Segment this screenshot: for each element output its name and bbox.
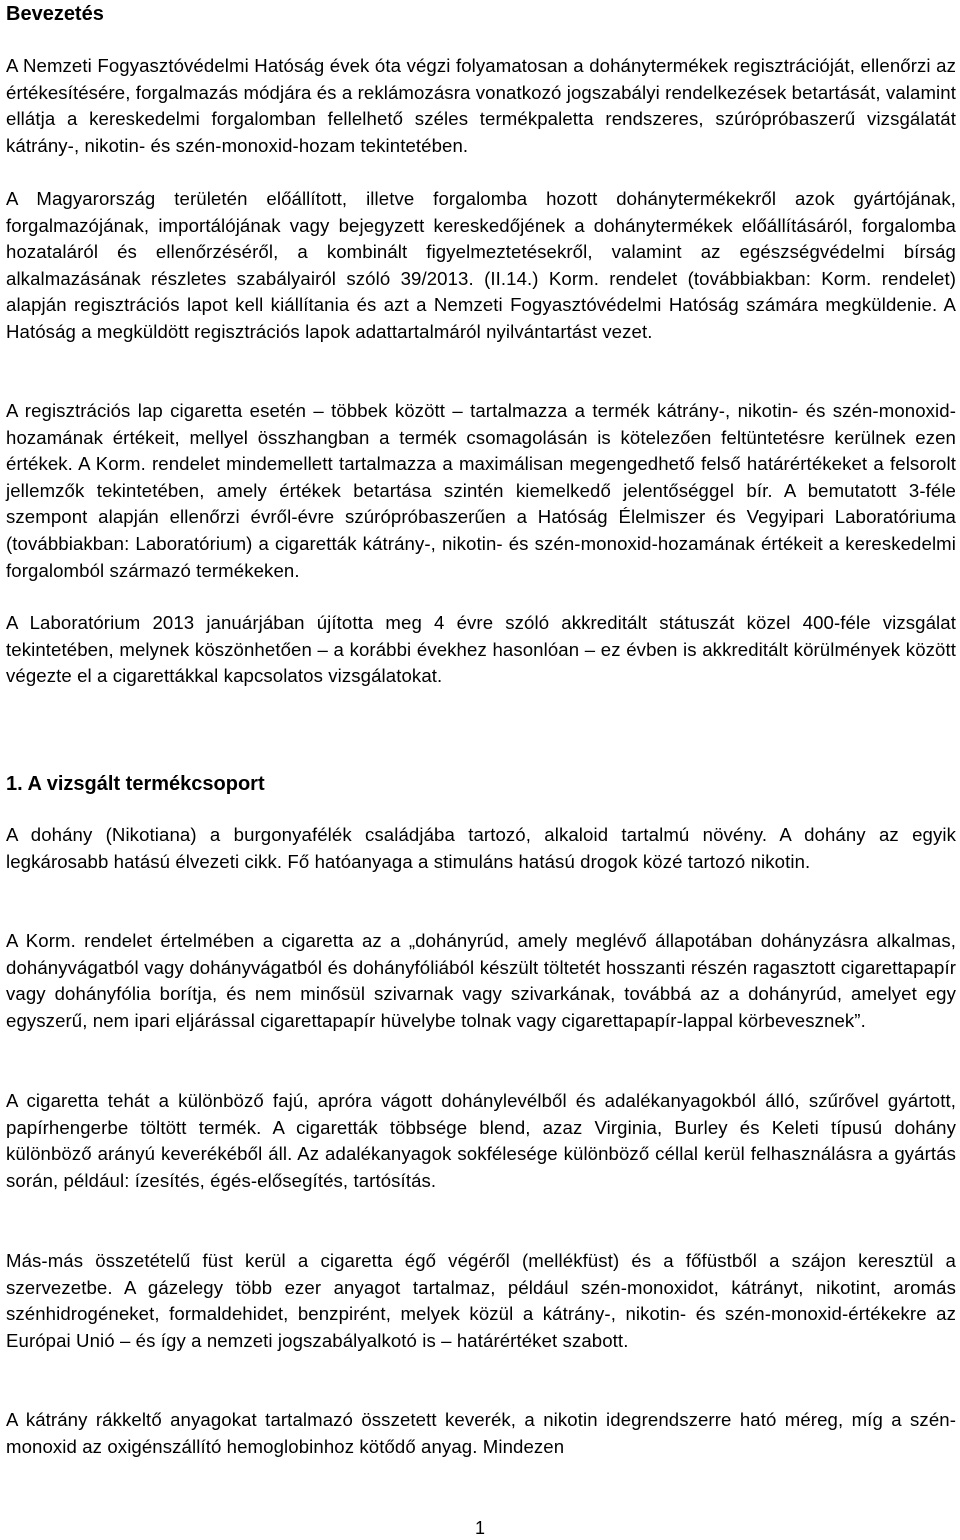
section-paragraph-1 <box>6 822 956 875</box>
paragraph-text: A Laboratórium 2013 januárjában újította meg 4 évre szóló akkreditált státuszát közel 400-féle vizsgálat tekintetében, melynek köszönhetően – a korábbi évekhez hasonlóan – ez évben is akkreditált körülmények között végezte el a cigarettákkal kapcsolatos vizsgálatokat. <box>6 612 956 687</box>
section-title: 1. A vizsgált termékcsoport <box>6 773 265 795</box>
paragraph-text: Más-más összetételű füst kerül a cigaretta égő végéről (mellékfüst) és a főfüstből a szájon keresztül a szervezetbe. A gázelegy több ezer anyagot tartalmaz, például szén-monoxidot, kátrányt, nikotint, aromás szénhidrogéneket, formaldehidet, benzpirént, melyek közül a kátrány-, nikotin- és szén-monoxid-értékekre az Európai Unió – és így a nemzeti jogszabályalkotó is – határértéket szabott. <box>6 1250 956 1351</box>
paragraph-text: A Korm. rendelet értelmében a cigaretta az a „dohányrúd, amely meglévő állapotában dohányzásra alkalmas, dohányvágatból vagy dohányvágatból és dohányfóliából készült töltetét hosszanti részén ragasztott cigarettapapír vagy dohányfólia borítja, és nem minősül szivarnak vagy szivarkának, továbbá az a dohányrúd, amelyet egy egyszerű, nem ipari eljárással cigarettapapír hüvelybe tolnak vagy cigarettapapír-lappal körbevesznek”. <box>6 930 956 1031</box>
intro-paragraph-1 <box>6 53 956 159</box>
paragraph-text: A cigaretta tehát a különböző fajú, apróra vágott dohánylevélből és adalékanyagokból álló, szűrővel gyártott, papírhengerbe töltött termék. A cigaretták többsége blend, azaz Virginia, Burley és Keleti típusú dohány különböző arányú keverékéből áll. Az adalékanyagok sokfélesége különböző céllal kerül felhasználásra a gyártás során, például: ízesítés, égés-elősegítés, tartósítás. <box>6 1090 956 1191</box>
page-number: 1 <box>474 1518 485 1538</box>
paragraph-text: A Magyarország területén előállított, illetve forgalomba hozott dohánytermékekről azok gyártójának, forgalmazójának, importálójának vagy bejegyzett kereskedőjének a dohánytermékek előállításáról, forgalomba hozataláról és ellenőrzéséről, a kombinált figyelmeztetésekről, valamint az egészségvédelmi bírság alkalmazásának részletes szabályairól szóló 39/2013. (II.14.) Korm. rendelet (továbbiakban: Korm. rendelet) alapján regisztrációs lapot kell kiállítania és azt a Nemzeti Fogyasztóvédelmi Hatóság számára megküldenie. A Hatóság a megküldött regisztrációs lapok adattartalmáról nyilvántartást vezet. <box>6 188 956 342</box>
section-paragraph-5 <box>6 1407 956 1460</box>
intro-paragraph-3 <box>6 398 956 584</box>
paragraph-text: A kátrány rákkeltő anyagokat tartalmazó összetett keverék, a nikotin idegrendszerre ható méreg, míg a szén-monoxid az oxigénszállító hemoglobinhoz kötődő anyag. Mindezen <box>6 1409 956 1457</box>
intro-paragraph-2 <box>6 186 956 346</box>
section-paragraph-3 <box>6 1088 956 1194</box>
page-heading: Bevezetés <box>6 3 104 25</box>
paragraph-text: A dohány (Nikotiana) a burgonyafélék családjába tartozó, alkaloid tartalmú növény. A dohány az egyik legkárosabb hatású élvezeti cikk. Fő hatóanyaga a stimuláns hatású drogok közé tartozó nikotin. <box>6 824 956 872</box>
paragraph-text: A Nemzeti Fogyasztóvédelmi Hatóság évek óta végzi folyamatosan a dohánytermékek regisztrációját, ellenőrzi az értékesítésére, forgalmazás módjára és a reklámozásra vonatkozó jogszabályi rendelkezések betartását, valamint ellátja a kereskedelmi forgalomban fellelhető széles termékpaletta rendszeres, szúrópróbaszerű vizsgálatát kátrány-, nikotin- és szén-monoxid-hozam tekintetében. <box>6 55 956 156</box>
section-paragraph-2 <box>6 928 956 1034</box>
paragraph-text: A regisztrációs lap cigaretta esetén – többek között – tartalmazza a termék kátrány-, nikotin- és szén-monoxid-hozamának értékeit, mellyel összhangban a termék csomagolásán is kötelezően feltüntetésre kerülnek ezen értékek. A Korm. rendelet mindemellett tartalmazza a maximálisan megengedhető felső határértékeket a felsorolt jellemzők tekintetében, amely értékek betartása szintén kiemelkedő jelentőséggel bír. A bemutatott 3-féle szempont alapján ellenőrzi évről-évre szúrópróbaszerűen a Hatóság Élelmiszer és Vegyipari Laboratóriuma (továbbiakban: Laboratórium) a cigaretták kátrány-, nikotin- és szén-monoxid-hozamának értékeit a kereskedelmi forgalomból származó termékeken. <box>6 400 956 581</box>
section-paragraph-4 <box>6 1248 956 1354</box>
intro-paragraph-4 <box>6 610 956 690</box>
